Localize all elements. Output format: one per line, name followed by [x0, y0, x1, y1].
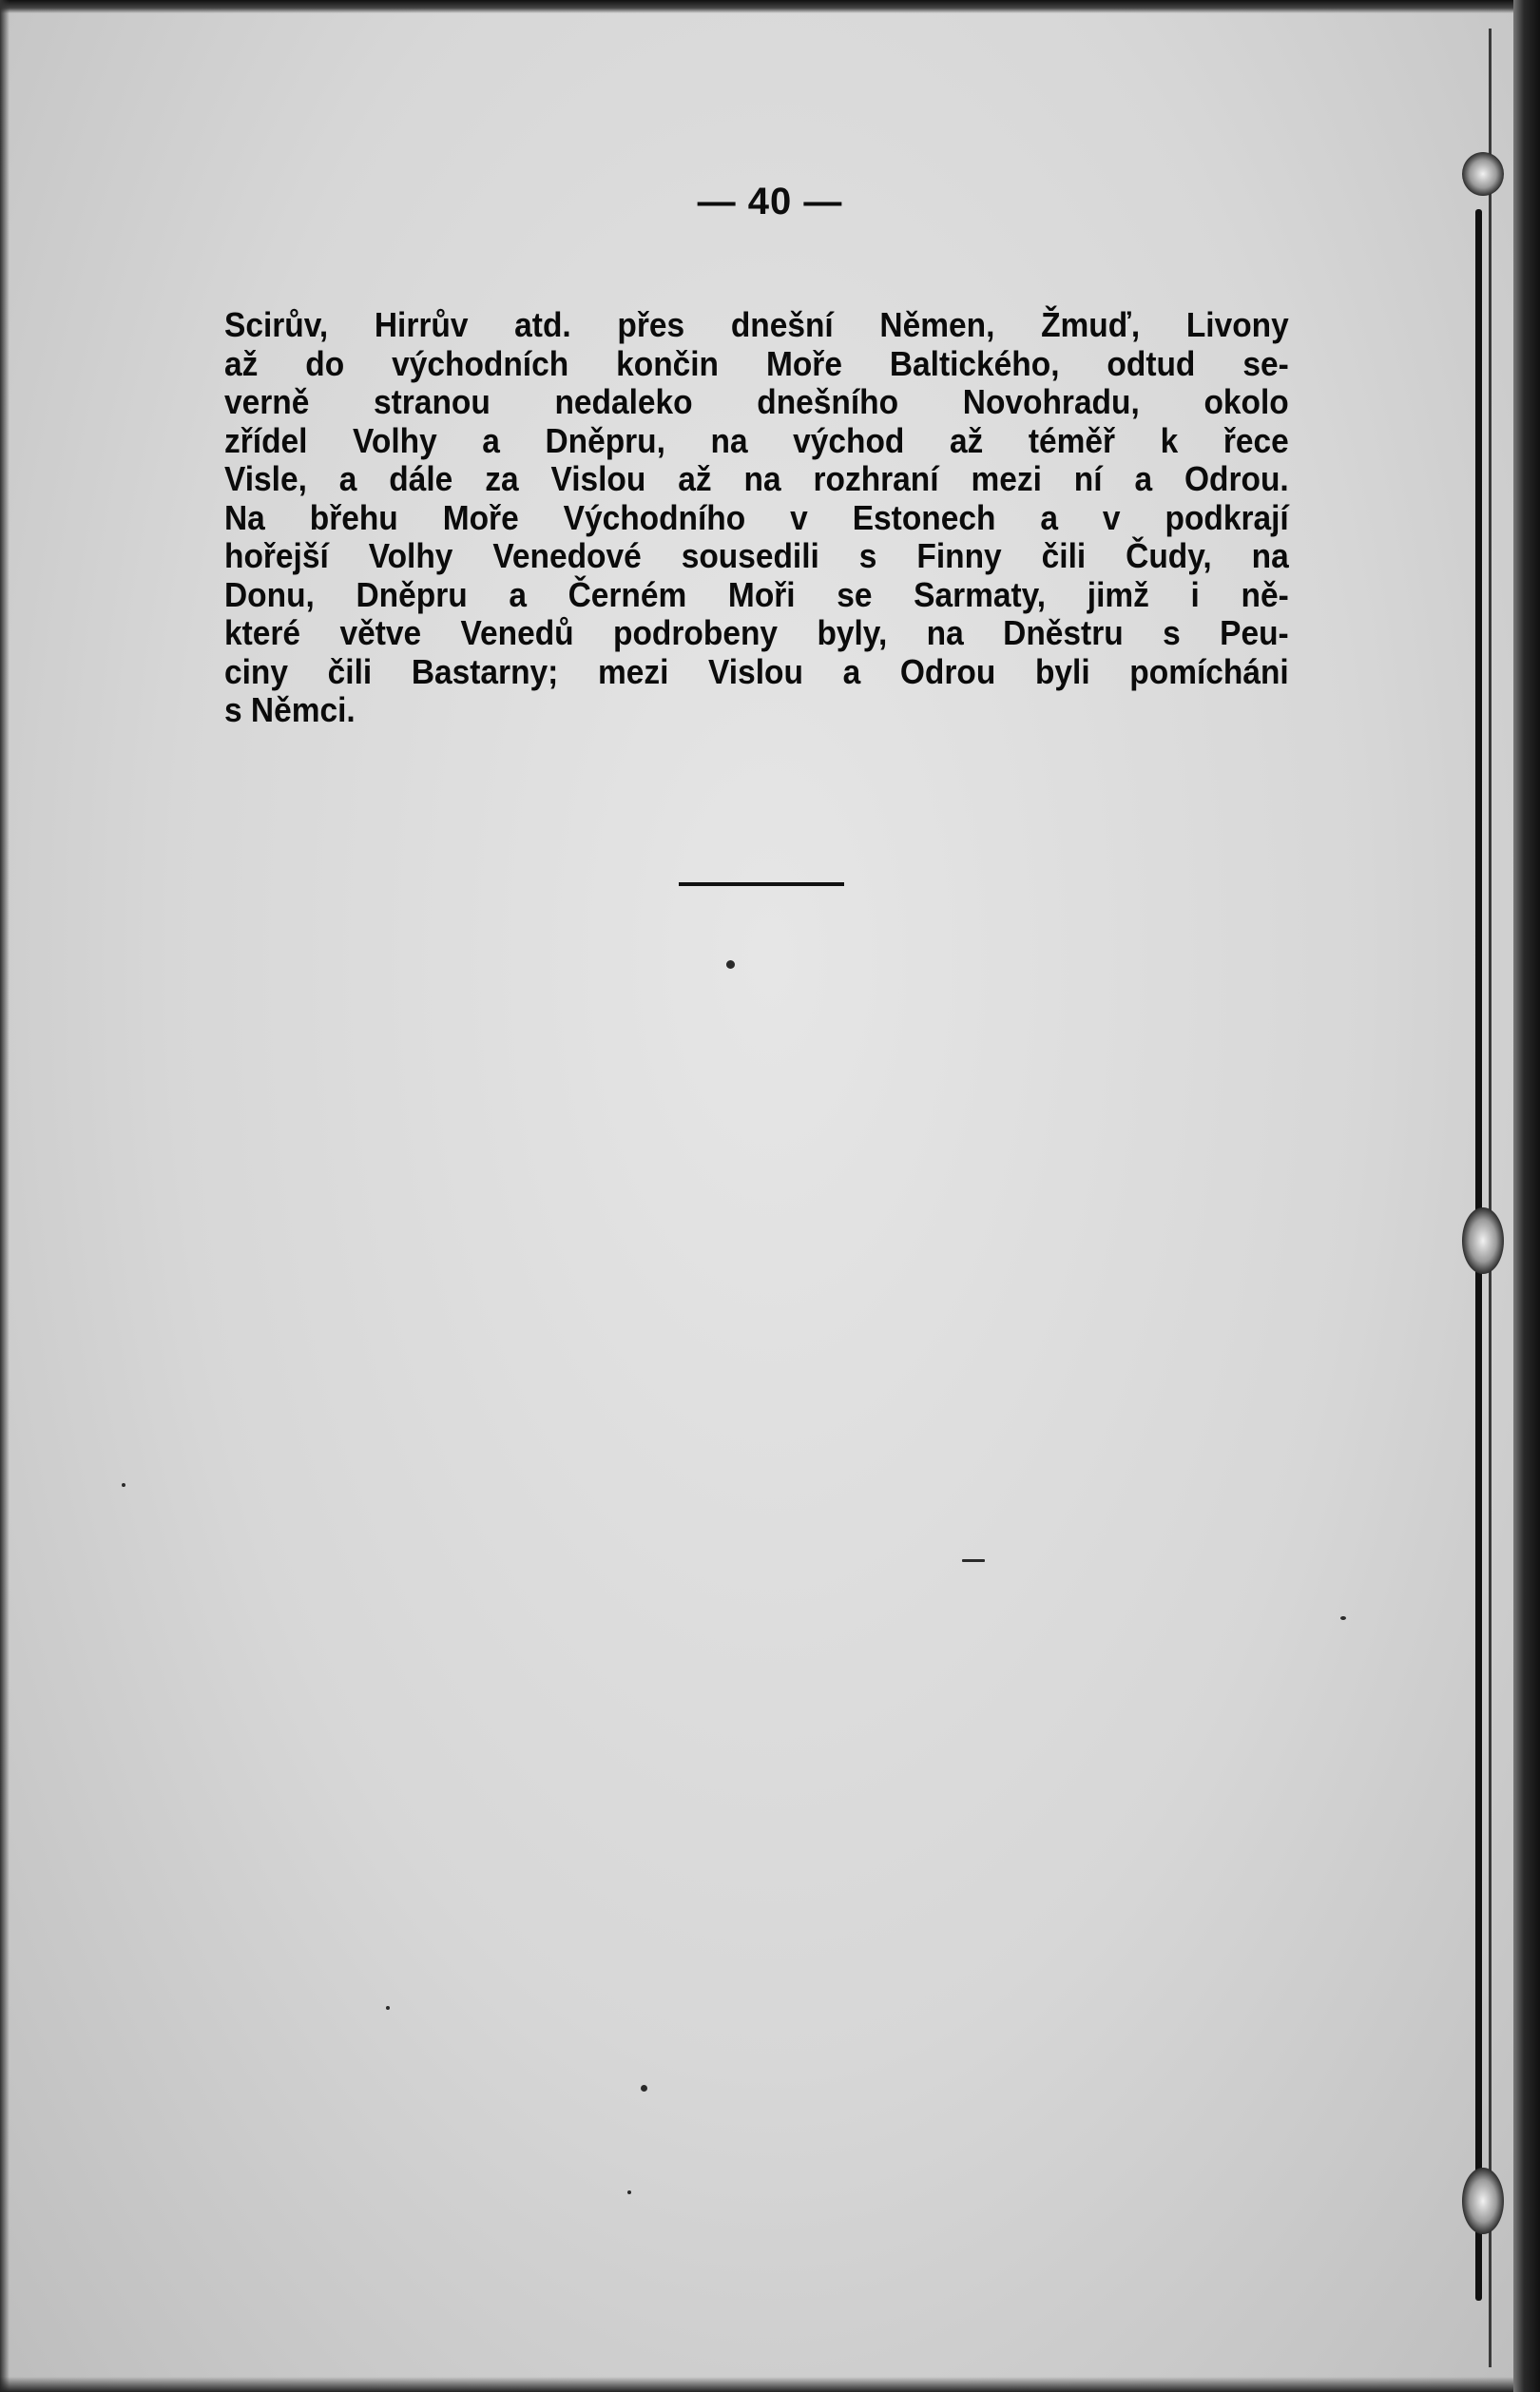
print-speck — [1340, 1616, 1346, 1620]
binding-stitch — [1462, 2168, 1504, 2234]
section-divider — [679, 882, 844, 886]
print-speck — [386, 2006, 390, 2010]
text-line: zřídel Volhy a Dněpru, na východ až téměř k řece — [224, 420, 1289, 460]
text-line: ciny čili Bastarny; mezi Vislou a Odrou byli pomícháni — [224, 651, 1289, 691]
print-speck — [641, 2085, 647, 2092]
binding-stitch — [1462, 1207, 1504, 1274]
scan-edge-bottom — [0, 2377, 1540, 2392]
binding-edge-line — [1489, 29, 1492, 2367]
page-number: — 40 — — [697, 181, 843, 222]
print-speck — [122, 1483, 125, 1487]
text-line: Na břehu Moře Východního v Estonech a v podkrají — [224, 497, 1289, 537]
binding-stitch — [1462, 152, 1504, 196]
text-line: Scirův, Hirrův atd. přes dnešní Němen, Žmuď, Livony — [224, 305, 1289, 344]
text-line: až do východních končin Moře Baltického, odtud se- — [224, 343, 1289, 383]
print-speck — [962, 1559, 985, 1562]
text-line: které větve Venedů podrobeny byly, na Dněstru s Peu- — [224, 613, 1289, 652]
print-speck — [627, 2190, 631, 2194]
print-speck — [726, 960, 735, 969]
book-binding — [1513, 0, 1540, 2392]
text-line: s Němci. — [224, 690, 356, 729]
text-line: verně stranou nedaleko dnešního Novohradu, okolo — [224, 382, 1289, 421]
body-paragraph — [224, 306, 1289, 730]
text-line: hořejší Volhy Venedové sousedili s Finny čili Čudy, na — [224, 536, 1289, 575]
scan-edge-top — [0, 0, 1540, 13]
text-line: Visle, a dále za Vislou až na rozhraní mezi ní a Odrou. — [224, 459, 1289, 498]
text-line: Donu, Dněpru a Černém Moři se Sarmaty, jimž i ně- — [224, 574, 1289, 614]
scan-edge-left — [0, 0, 10, 2392]
